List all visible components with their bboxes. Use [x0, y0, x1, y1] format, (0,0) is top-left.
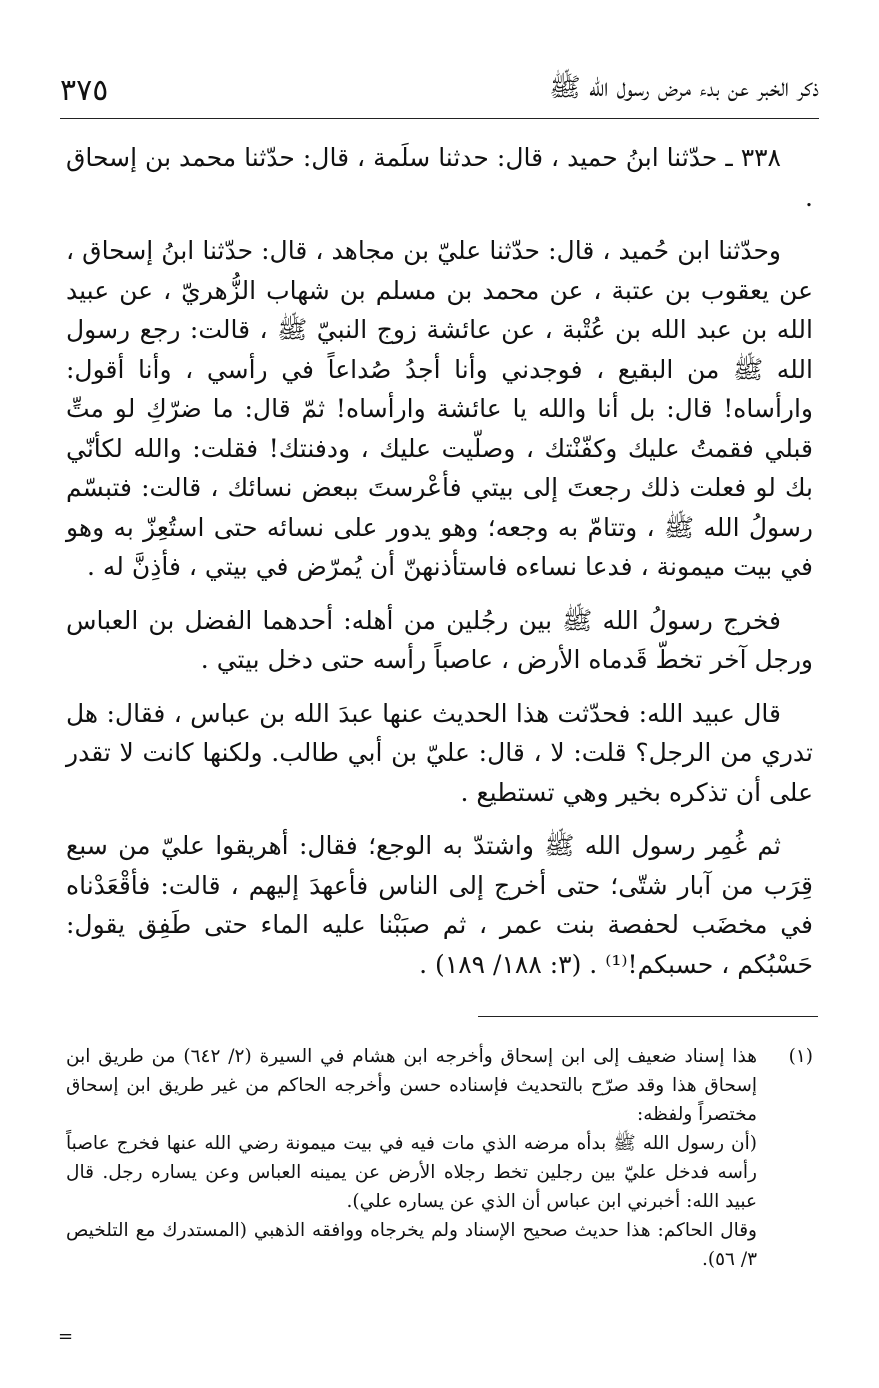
page-number: ٣٧٥: [60, 72, 109, 108]
main-text: [66, 138, 813, 998]
footnote-number: (١): [788, 1046, 813, 1067]
continuation-marker: =: [58, 1326, 74, 1347]
footnote-line: هذا إسناد ضعيف إلى ابن إسحاق وأخرجه ابن هشام في السيرة (٢/ ٦٤٢) من طريق ابن إسحاق هذا وقد صرّح بالتحديث فإسناده حسن وأخرجه الحاكم من غير طريق ابن إسحاق مختصراً ولفظه:: [66, 1046, 757, 1125]
footnote-line: وقال الحاكم: هذا حديث صحيح الإسناد ولم يخرجاه ووافقه الذهبي (المستدرك مع التلخيص ٣/ ٥٦).: [66, 1220, 757, 1270]
footnote-divider: [478, 1016, 818, 1017]
footnote: [66, 1042, 813, 1274]
header-divider: [60, 118, 819, 119]
footnotes: [66, 1042, 813, 1274]
footnote-body: [66, 1042, 757, 1274]
chapter-title: ذكر الخبر عن بدء مرض رسول الله ﷺ: [549, 73, 819, 103]
paragraph: فخرج رسولُ الله ﷺ بين رجُلين من أهله: أحدهما الفضل بن العباس ورجل آخر تخطّ قَدماه الأرض ، عاصباً رأسه حتى دخل بيتي .: [66, 605, 813, 674]
paragraph: وحدّثنا ابن حُميد ، قال: حدّثنا عليّ بن مجاهد ، قال: حدّثنا ابنُ إسحاق ، عن يعقوب بن عتبة ، عن محمد بن مسلم بن شهاب الزُّهريّ ، عن عبيد الله بن عبد الله بن عُتْبة ، عن عائشة زوج النبيّ ﷺ ، قالت: رجع رسول الله ﷺ من البقيع ، فوجدني وأنا أجدُ صُداعاً في رأسي ، وأنا أقول: وارأساه! قال: بل أنا والله يا عائشة وارأساه! ثمّ قال: ما ضرّكِ لو متِّ قبلي فقمتُ عليك وكفّنْتك ، وصلّيت عليك ، ودفنتك! فقلت: والله لكأنّي بك لو فعلت ذلك رجعتَ إلى بيتي فأعْرستَ ببعض نسائك ، قالت: فتبسّم رسولُ الله ﷺ ، وتتامّ به وجعه؛ وهو يدور على نسائه حتى استُعِزّ به وهو في بيت ميمونة ، فدعا نساءه فاستأذنهنّ أن يُمرّض في بيتي ، فأذِنَّ له .: [66, 236, 813, 581]
paragraph: ٣٣٨ ـ حدّثنا ابنُ حميد ، قال: حدثنا سلَمة ، قال: حدّثنا محمد بن إسحاق .: [66, 143, 813, 212]
paragraph: قال عبيد الله: فحدّثت هذا الحديث عنها عبدَ الله بن عباس ، فقال: هل تدري من الرجل؟ قلت: لا ، قال: عليّ بن أبي طالب. ولكنها كانت لا تقدر على أن تذكره بخير وهي تستطيع .: [66, 698, 813, 807]
running-header: [60, 70, 819, 110]
footnote-line: (أن رسول الله ﷺ بدأه مرضه الذي مات فيه في بيت ميمونة رضي الله عنها فخرج عاصباً رأسه فدخل عليّ بين رجلين تخط رجلاه الأرض عن يمينه العباس وعن يساره رجل. قال عبيد الله: أخبرني ابن عباس أن الذي عن يساره علي).: [66, 1133, 757, 1212]
paragraph: ثم غُمِر رسول الله ﷺ واشتدّ به الوجع؛ فقال: أهريقوا عليّ من سبع قِرَب من آبار شتّى؛ حتى أخرج إلى الناس فأعهدَ إليهم ، قالت: فأقْعَدْناه في مخضَب لحفصة بنت عمر ، ثم صبَبْنا عليه الماء حتى طَفِق يقول: حَسْبُكم ، حسبكم!⁽¹⁾ . (٣: ١٨٨/ ١٨٩) .: [66, 831, 813, 979]
